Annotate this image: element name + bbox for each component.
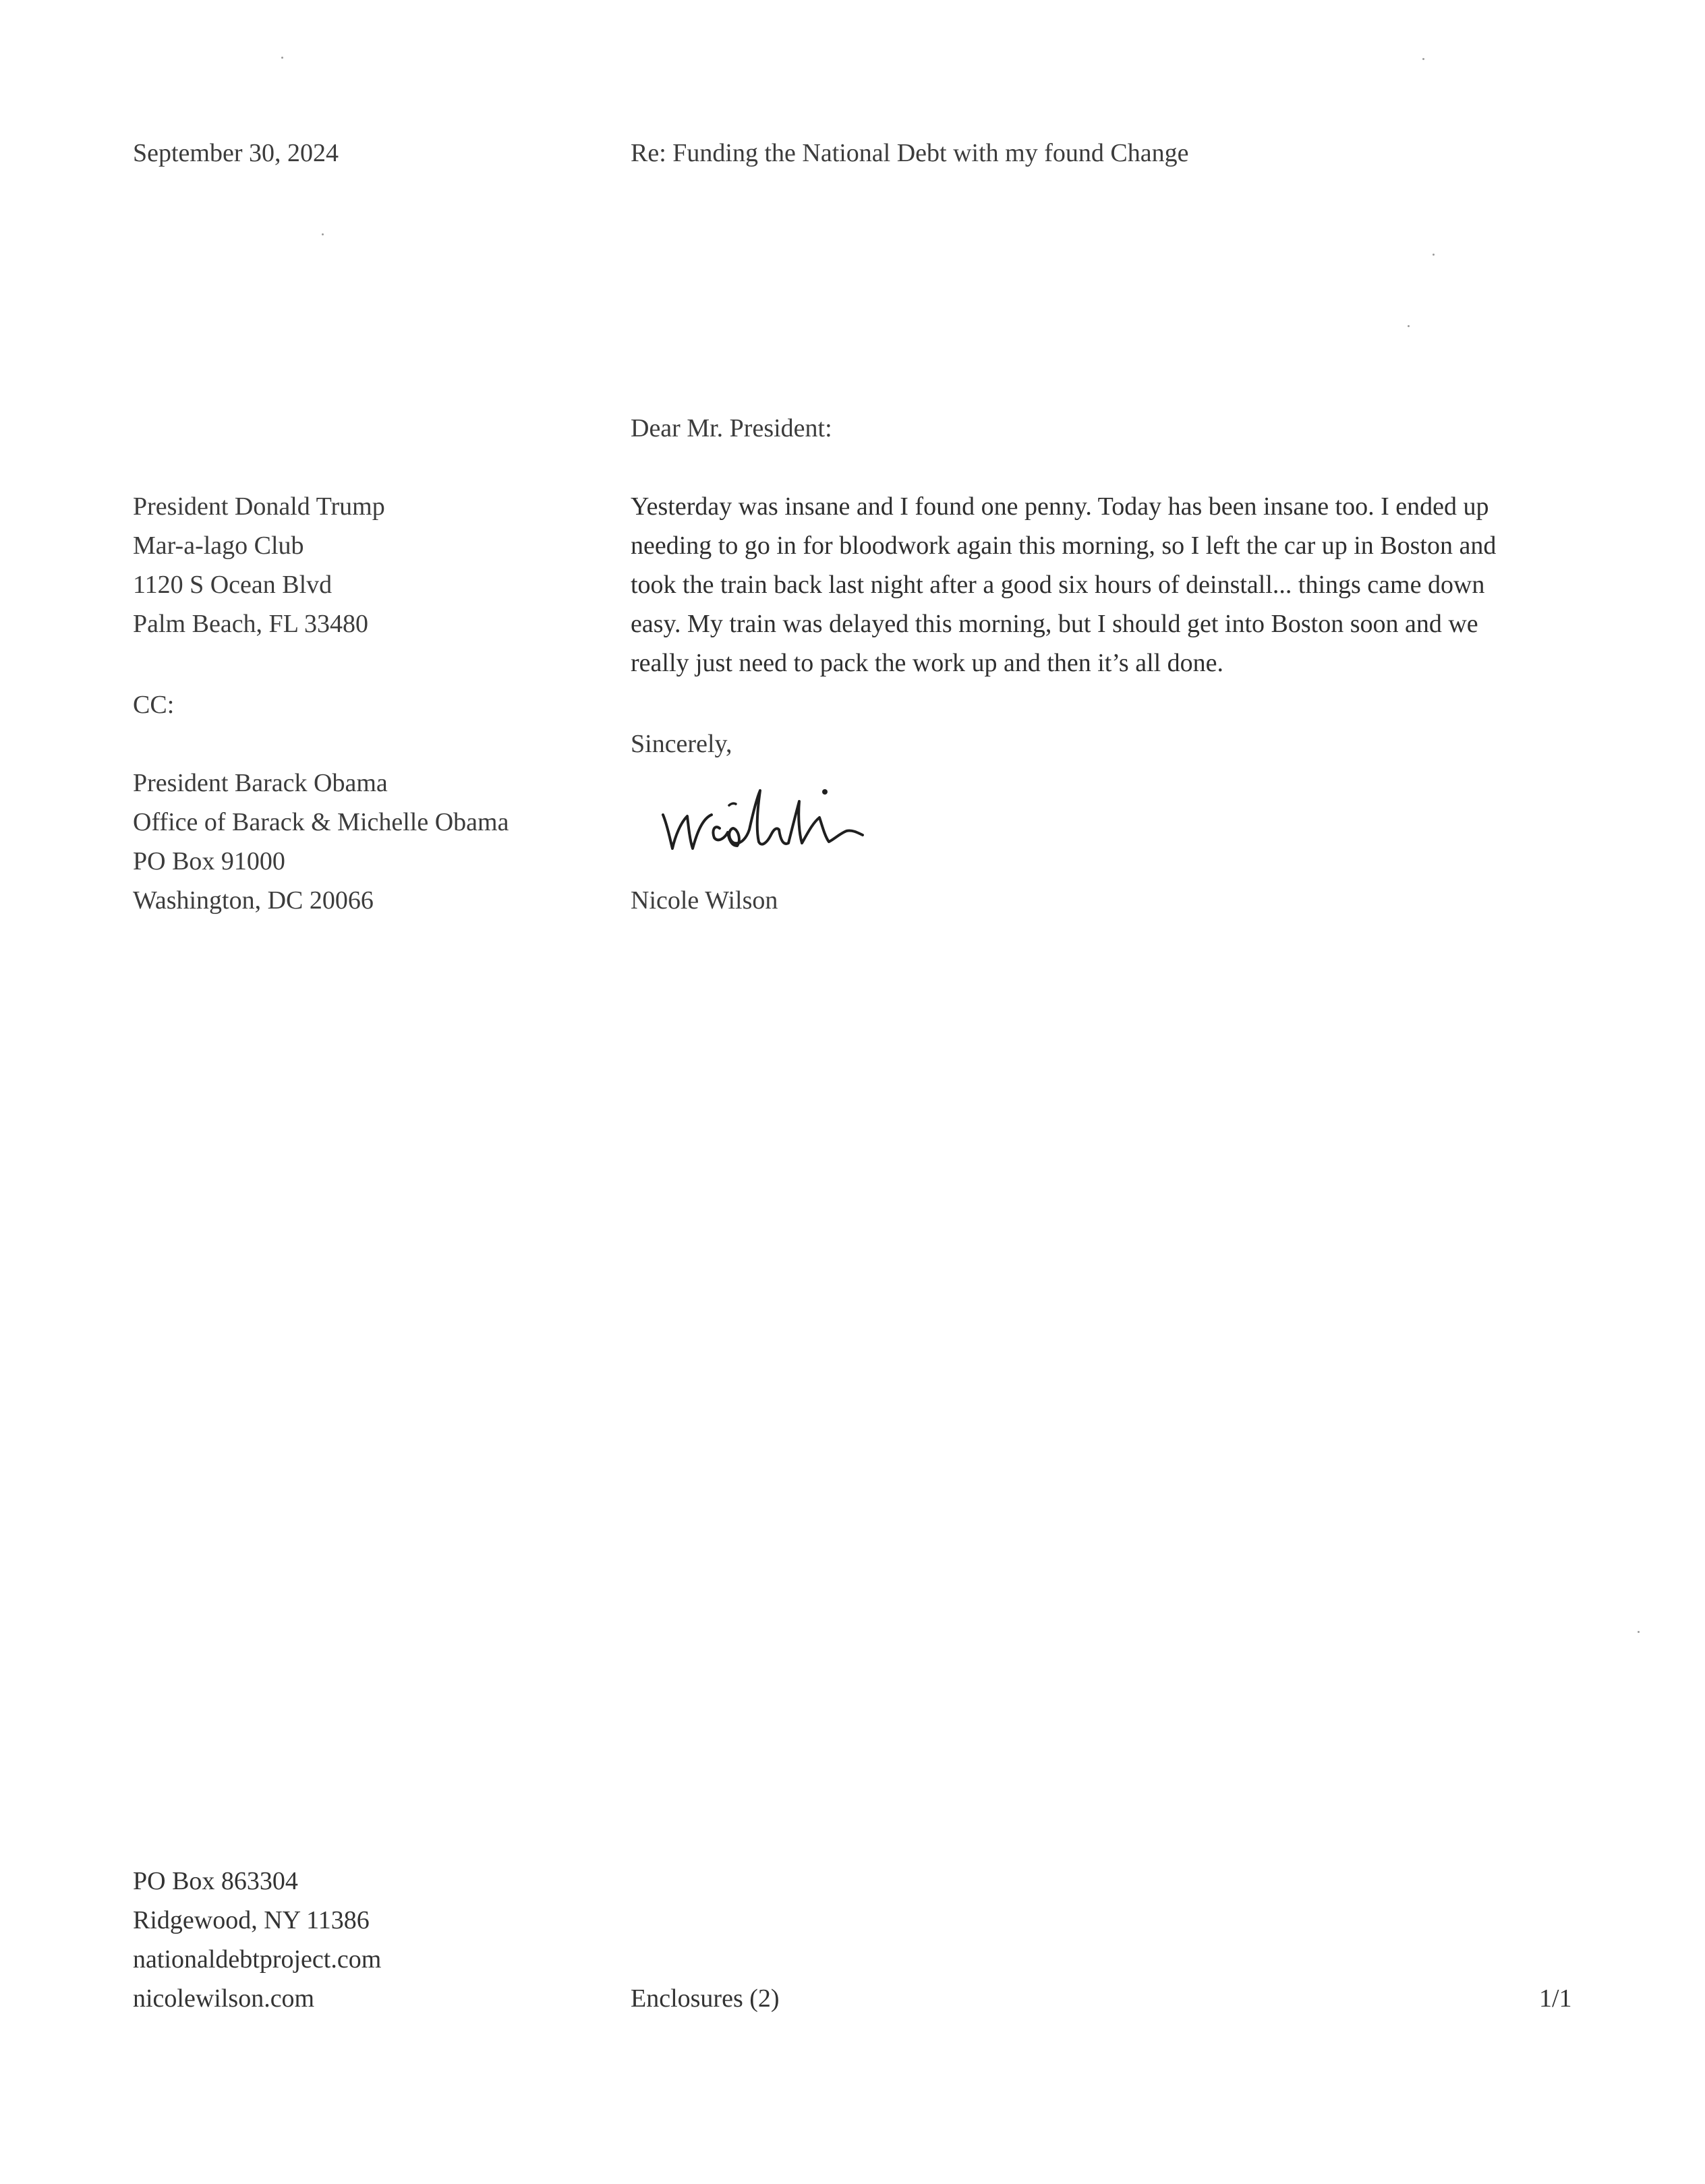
scan-speck [1408,325,1410,327]
body-line: really just need to pack the work up and then it’s all done. [631,649,1224,677]
recipient-address [133,487,385,643]
enclosures-note: Enclosures (2) [631,1984,780,2013]
signature-image [658,776,1008,863]
cc-line: President Barack Obama [133,769,388,797]
body-line: Yesterday was insane and I found one penny. Today has been insane too. I ended up [631,492,1489,521]
recipient-line: 1120 S Ocean Blvd [133,571,333,599]
footer-line: nationaldebtproject.com [133,1945,382,1974]
body-line: needing to go in for bloodwork again this morning, so I left the car up in Boston and [631,531,1497,560]
cc-address [133,764,509,920]
recipient-line: Mar-a-lago Club [133,531,304,560]
footer-line: nicolewilson.com [133,1984,315,2013]
salutation: Dear Mr. President: [631,414,832,442]
recipient-line: Palm Beach, FL 33480 [133,610,368,638]
scan-speck [1433,254,1435,256]
letter-date: September 30, 2024 [133,139,339,167]
body-line: took the train back last night after a good six hours of deinstall... things came down [631,571,1485,599]
scan-speck [1422,58,1424,60]
footer-contact [133,1862,381,2018]
letter-body [631,487,1588,683]
footer-line: Ridgewood, NY 11386 [133,1906,370,1934]
body-line: easy. My train was delayed this morning, but I should get into Boston soon and we [631,610,1478,638]
cc-line: PO Box 91000 [133,847,285,875]
scan-speck [281,57,283,59]
cc-line: Washington, DC 20066 [133,886,374,915]
closing: Sincerely, [631,730,732,758]
page-number: 1/1 [1539,1984,1572,2013]
recipient-line: President Donald Trump [133,492,385,521]
scan-speck [322,233,324,235]
cc-line: Office of Barack & Michelle Obama [133,808,509,836]
scan-speck [1638,1631,1640,1633]
letter-subject: Re: Funding the National Debt with my found Change [631,139,1189,167]
footer-line: PO Box 863304 [133,1867,298,1895]
signer-name: Nicole Wilson [631,886,778,915]
cc-label: CC: [133,691,175,719]
